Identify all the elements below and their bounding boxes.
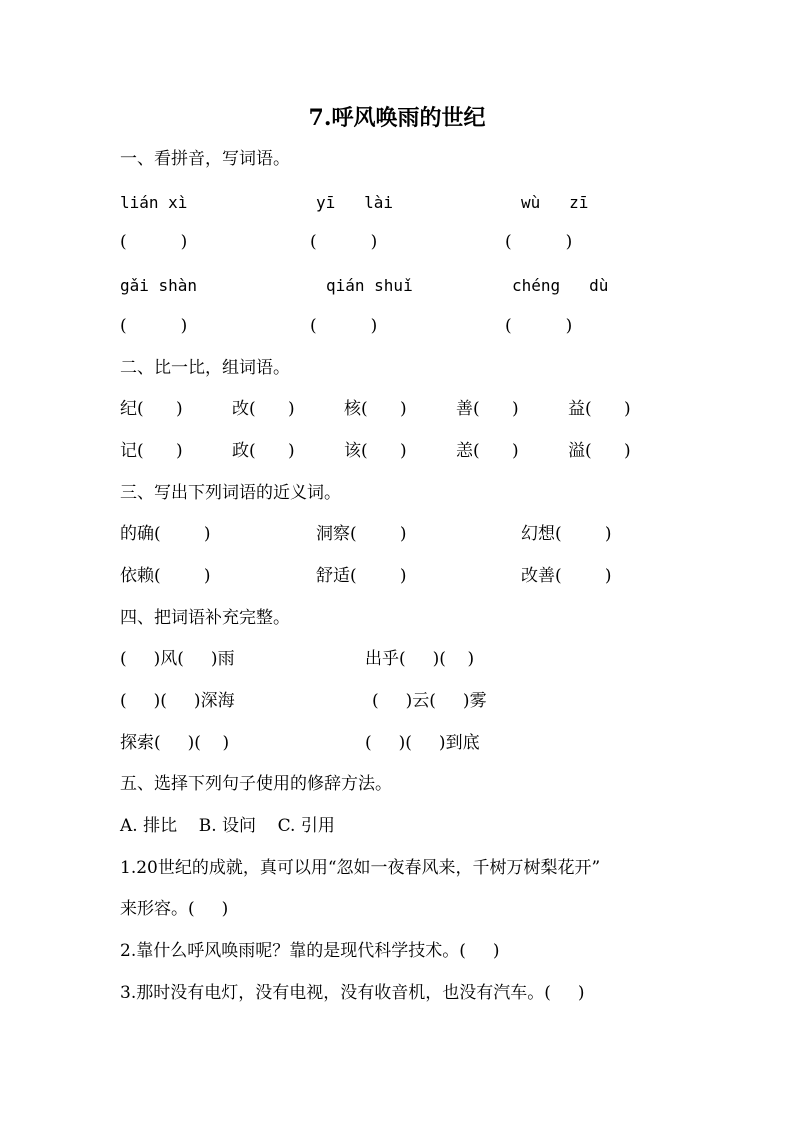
idiom-blank[interactable]: 探索( )( ) xyxy=(120,733,230,753)
pinyin-1-3: wù zī xyxy=(521,193,589,212)
word-blank[interactable]: 改( ) xyxy=(232,399,295,419)
answer-blank[interactable]: ( ) xyxy=(120,316,188,336)
synonym-blank[interactable]: 洞察( ) xyxy=(316,524,407,544)
question-3[interactable]: 3.那时没有电灯，没有电视，没有收音机，也没有汽车。( ) xyxy=(120,983,585,1003)
question-1-line-1: 1.20世纪的成就，真可以用“忽如一夜春风来，千树万树梨花开” xyxy=(120,858,601,878)
synonym-blank[interactable]: 改善( ) xyxy=(521,566,612,586)
pinyin-2-2: qián shuǐ xyxy=(326,276,413,295)
word-blank[interactable]: 溢( ) xyxy=(568,441,631,461)
answer-blank[interactable]: ( ) xyxy=(505,232,573,252)
word-blank[interactable]: 恙( ) xyxy=(456,441,519,461)
pinyin-2-1: gǎi shàn xyxy=(120,276,198,295)
idiom-blank[interactable]: ( )( )深海 xyxy=(120,691,235,711)
synonym-blank[interactable]: 的确( ) xyxy=(120,524,211,544)
section3-heading: 三、写出下列词语的近义词。 xyxy=(120,483,341,503)
section5-heading: 五、选择下列句子使用的修辞方法。 xyxy=(120,774,392,794)
question-2[interactable]: 2.靠什么呼风唤雨呢？靠的是现代科学技术。( ) xyxy=(120,941,500,961)
word-blank[interactable]: 政( ) xyxy=(232,441,295,461)
answer-blank[interactable]: ( ) xyxy=(120,232,188,252)
synonym-blank[interactable]: 幻想( ) xyxy=(521,524,612,544)
idiom-blank[interactable]: ( )( )到底 xyxy=(365,733,480,753)
pinyin-1-1: lián xì xyxy=(120,193,188,212)
word-blank[interactable]: 核( ) xyxy=(344,399,407,419)
choice-options: A. 排比 B. 设问 C. 引用 xyxy=(120,816,335,836)
pinyin-2-3: chéng dù xyxy=(512,276,609,295)
pinyin-1-2: yī lài xyxy=(316,193,394,212)
word-blank[interactable]: 益( ) xyxy=(568,399,631,419)
section1-heading: 一、看拼音，写词语。 xyxy=(120,149,290,169)
word-blank[interactable]: 纪( ) xyxy=(120,399,183,419)
idiom-blank[interactable]: ( )云( )雾 xyxy=(372,691,487,711)
word-blank[interactable]: 该( ) xyxy=(344,441,407,461)
answer-blank[interactable]: ( ) xyxy=(505,316,573,336)
answer-blank[interactable]: ( ) xyxy=(310,232,378,252)
section4-heading: 四、把词语补充完整。 xyxy=(120,608,290,628)
synonym-blank[interactable]: 依赖( ) xyxy=(120,566,211,586)
word-blank[interactable]: 善( ) xyxy=(456,399,519,419)
synonym-blank[interactable]: 舒适( ) xyxy=(316,566,407,586)
question-1-line-2[interactable]: 来形容。( ) xyxy=(120,899,229,919)
answer-blank[interactable]: ( ) xyxy=(310,316,378,336)
idiom-blank[interactable]: ( )风( )雨 xyxy=(120,649,235,669)
idiom-blank[interactable]: 出乎( )( ) xyxy=(365,649,475,669)
word-blank[interactable]: 记( ) xyxy=(120,441,183,461)
section2-heading: 二、比一比，组词语。 xyxy=(120,358,290,378)
page-title: 7.呼风唤雨的世纪 xyxy=(308,105,486,131)
